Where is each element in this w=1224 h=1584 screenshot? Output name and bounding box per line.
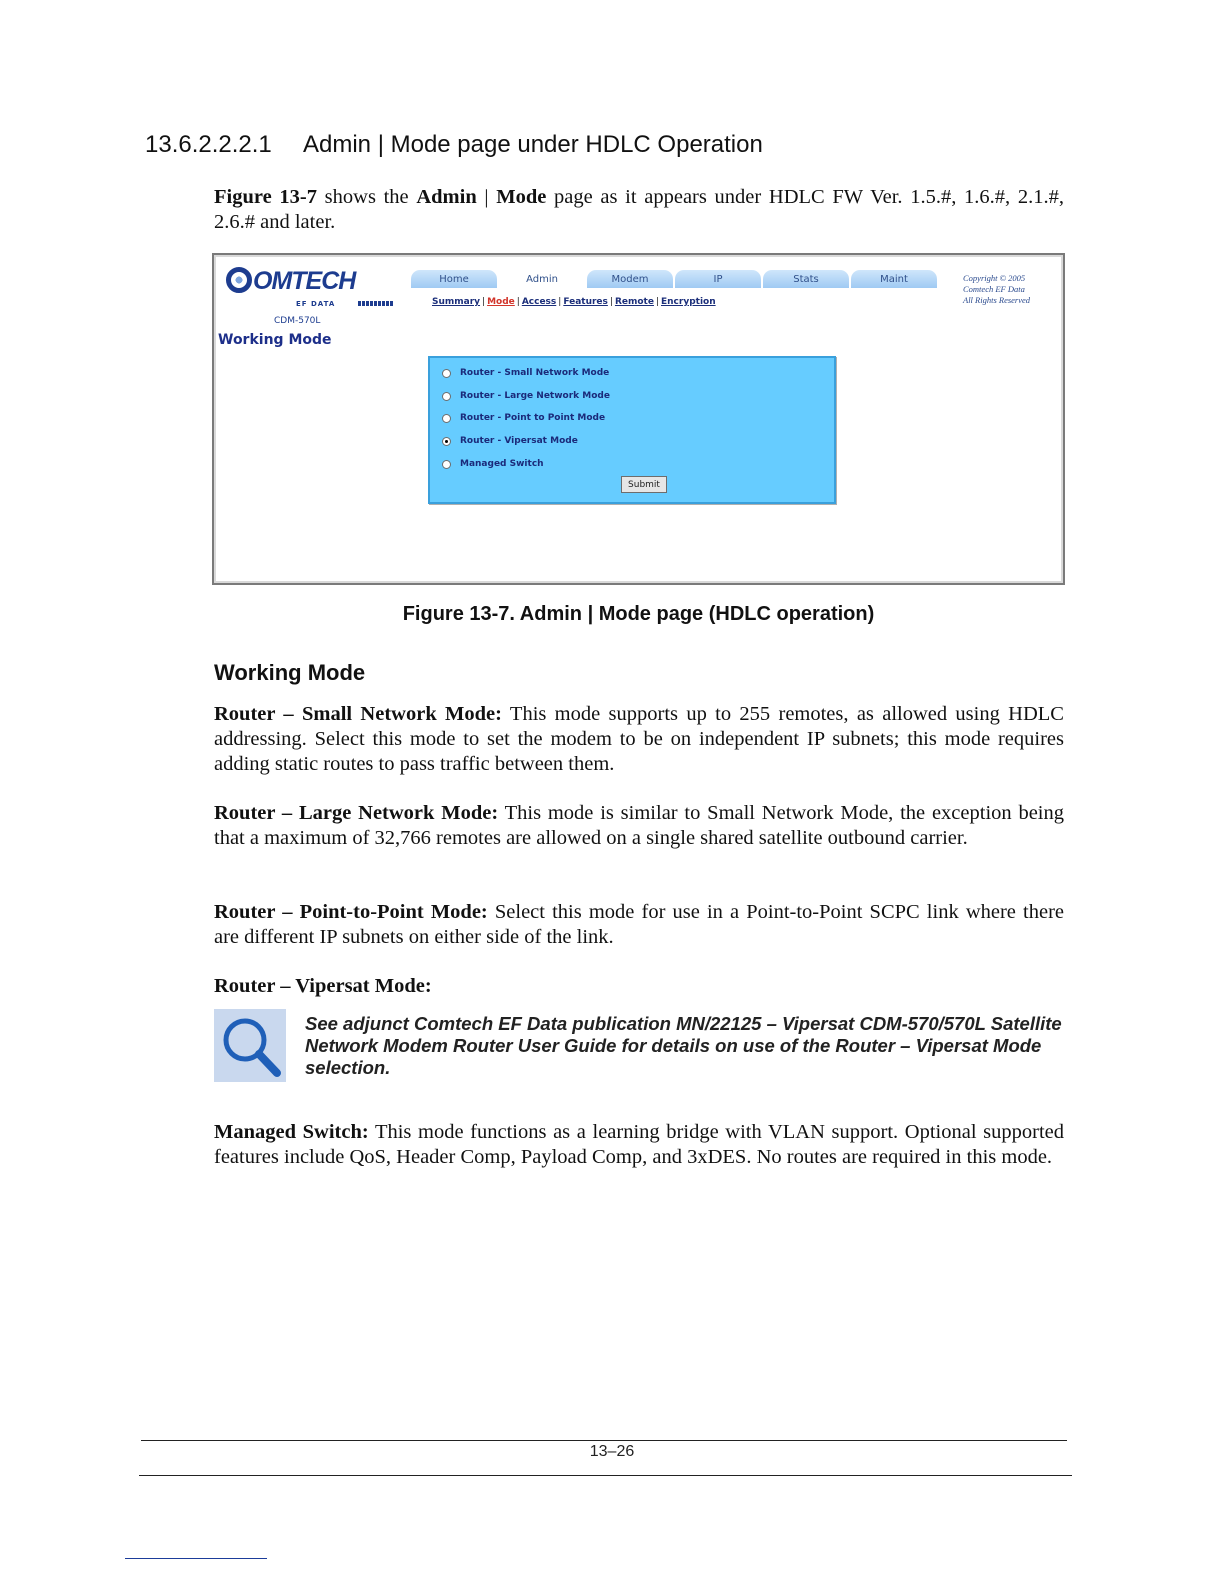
footer-rule-top: [141, 1440, 1067, 1441]
option-vipersat[interactable]: [442, 434, 578, 448]
radio-vipersat[interactable]: [442, 437, 451, 446]
footnote-rule: [125, 1558, 267, 1559]
section-title: Admin | Mode page under HDLC Operation: [303, 131, 763, 158]
radio-managed-switch[interactable]: [442, 460, 451, 469]
admin-subnav: Summary | Mode | Access | Features | Remote | Encryption: [432, 297, 716, 307]
figure-reference: Figure 13-7: [214, 186, 317, 208]
option-managed-switch[interactable]: [442, 457, 544, 471]
option-large-network[interactable]: [442, 389, 610, 403]
tab-modem[interactable]: Modem: [587, 270, 673, 288]
submit-button[interactable]: Submit: [621, 476, 667, 493]
option-label: Managed Switch: [460, 459, 544, 469]
globe-icon: [226, 267, 252, 293]
intro-mode: Mode: [496, 186, 547, 208]
admin-mode-screenshot: [212, 253, 1065, 585]
option-label: Router - Vipersat Mode: [460, 436, 578, 446]
page-number: 13–26: [589, 1443, 635, 1460]
option-point-to-point[interactable]: [442, 411, 605, 425]
radio-large-network[interactable]: [442, 392, 451, 401]
subnav-features[interactable]: Features: [563, 297, 608, 307]
comtech-logo: [226, 267, 396, 327]
small-network-text: This mode supports up to 255 remotes, as allowed using HDLC addressing. Select this mode to set the modem to be on independent IP subnets; this mode requires adding static routes to pass traffic between them.: [214, 703, 1064, 775]
vipersat-paragraph: [214, 974, 1064, 999]
footer-rule-bottom: [139, 1475, 1072, 1476]
large-network-text: This mode is similar to Small Network Mode, the exception being that a maximum of 32,766 remotes are allowed on a single shared satellite outbound carrier.: [214, 802, 1064, 849]
model-label: CDM-570L: [274, 316, 321, 326]
subnav-access[interactable]: Access: [521, 297, 557, 307]
mode-selection-panel: [428, 356, 836, 504]
small-network-paragraph: [214, 702, 1064, 777]
tab-admin[interactable]: Admin: [499, 270, 585, 288]
intro-admin: Admin: [416, 186, 477, 208]
working-mode-heading: Working Mode: [214, 660, 366, 685]
vipersat-note: See adjunct Comtech EF Data publication MN/22125 – Vipersat CDM-570/570L Satellite Network Modem Router User Guide for details on use of the Router – Vipersat Mode selection.: [305, 1013, 1062, 1078]
copyright-notice: Copyright © 2005 Comtech EF Data All Rights Reserved: [963, 273, 1031, 305]
subnav-encryption[interactable]: Encryption: [661, 297, 716, 307]
main-nav-tabs: [411, 270, 939, 288]
intro-text: shows the: [316, 186, 417, 208]
point-to-point-term: Router – Point-to-Point Mode:: [214, 901, 488, 923]
intro-separator: |: [476, 186, 497, 208]
managed-switch-text: This mode functions as a learning bridge with VLAN support. Optional supported features include QoS, Header Comp, Payload Comp, and 3xDES. No routes are required in this mode.: [214, 1121, 1064, 1168]
small-network-term: Router – Small Network Mode:: [214, 703, 502, 725]
intro-text-end: page as it appears under HDLC FW Ver. 1.5.#, 1.6.#, 2.1.#, 2.6.# and later.: [214, 186, 1064, 233]
radio-point-to-point[interactable]: [442, 414, 451, 423]
point-to-point-text: Select this mode for use in a Point-to-Point SCPC link where there are different IP subnets on either side of the link.: [214, 901, 1064, 948]
figure-caption: Figure 13-7. Admin | Mode page (HDLC operation): [402, 603, 875, 625]
large-network-term: Router – Large Network Mode:: [214, 802, 499, 824]
managed-switch-term: Managed Switch:: [214, 1121, 369, 1143]
magnifier-icon: [214, 1009, 286, 1082]
tab-home[interactable]: Home: [411, 270, 497, 288]
option-label: Router - Large Network Mode: [460, 391, 610, 401]
logo-text: OMTECH: [253, 267, 356, 295]
tab-maint[interactable]: Maint: [851, 270, 937, 288]
section-heading: [145, 131, 763, 159]
large-network-paragraph: [214, 801, 1064, 851]
subnav-mode[interactable]: Mode: [487, 297, 515, 307]
section-number: 13.6.2.2.2.1: [145, 131, 272, 158]
tab-ip[interactable]: IP: [675, 270, 761, 288]
subnav-remote[interactable]: Remote: [614, 297, 654, 307]
subnav-summary[interactable]: Summary: [432, 297, 481, 307]
tab-stats[interactable]: Stats: [763, 270, 849, 288]
option-label: Router - Point to Point Mode: [460, 413, 606, 423]
managed-switch-paragraph: [214, 1120, 1064, 1170]
point-to-point-paragraph: [214, 900, 1064, 950]
working-mode-title: Working Mode: [218, 332, 332, 348]
radio-small-network[interactable]: [442, 369, 451, 378]
option-label: Router - Small Network Mode: [460, 368, 610, 378]
vipersat-term: Router – Vipersat Mode:: [214, 975, 432, 997]
option-small-network[interactable]: [442, 366, 609, 380]
intro-paragraph: [214, 185, 1064, 235]
logo-subtitle: EF DATA: [296, 300, 336, 308]
logo-bars: [358, 301, 394, 306]
